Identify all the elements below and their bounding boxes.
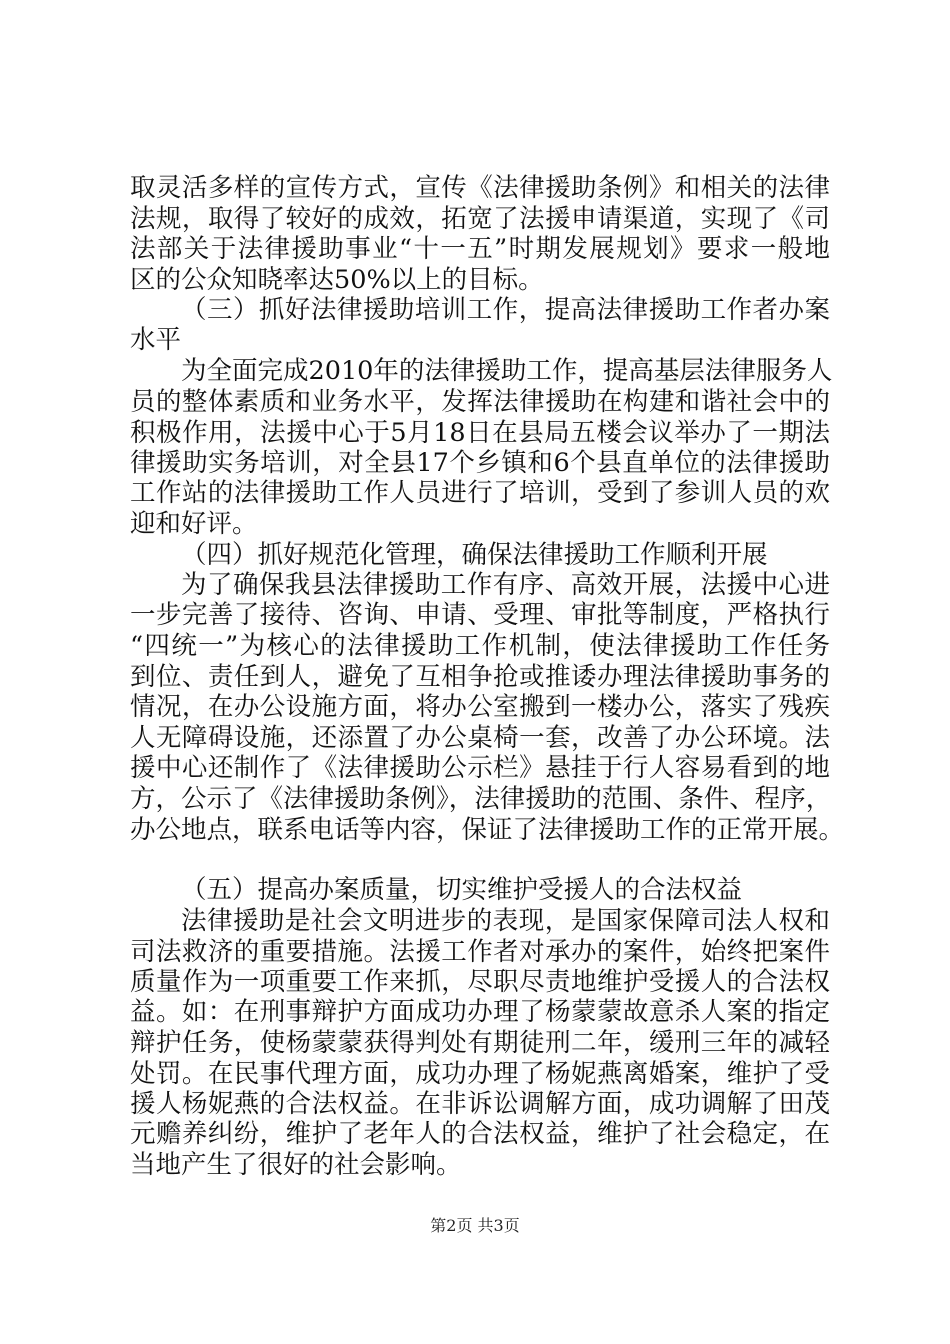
text-line: 辩护任务，使杨蒙蒙获得判处有期徒刑二年，缓刑三年的减轻 [130,1028,830,1058]
text-line: 当地产生了很好的社会影响。 [130,1150,462,1180]
text-line: 益。如：在刑事辩护方面成功办理了杨蒙蒙故意杀人案的指定 [130,997,830,1027]
text-line: 一步完善了接待、咨询、申请、受理、审批等制度，严格执行 [130,600,830,630]
section-heading-3-cont: 水平 [130,325,182,355]
text-line: 办公地点，联系电话等内容，保证了法律援助工作的正常开展。 [130,815,845,845]
text-line: 到位、责任到人，避免了互相争抢或推诿办理法律援助事务的 [130,662,830,692]
text-line: 员的整体素质和业务水平，发挥法律援助在构建和谐社会中的 [130,387,830,417]
text-line: 积极作用，法援中心于5月18日在县局五楼会议举办了一期法 [130,418,830,448]
text-line: 处罚。在民事代理方面，成功办理了杨妮燕离婚案，维护了受 [130,1059,830,1089]
text-line: 人无障碍设施，还添置了办公桌椅一套，改善了办公环境。法 [130,723,830,753]
text-line: 取灵活多样的宣传方式，宣传《法律援助条例》和相关的法律 [130,173,830,203]
text-line: 元赡养纠纷，维护了老年人的合法权益，维护了社会稳定，在 [130,1119,830,1149]
text-line: 情况，在办公设施方面，将办公室搬到一楼办公，落实了残疾 [130,692,830,722]
text-line: 法部关于法律援助事业“十一五”时期发展规划》要求一般地 [130,234,830,264]
text-line: 方，公示了《法律援助条例》，法律援助的范围、条件、程序， [130,784,832,814]
section-heading-4: （四）抓好规范化管理，确保法律援助工作顺利开展 [181,540,768,570]
text-line: 质量作为一项重要工作来抓，尽职尽责地维护受援人的合法权 [130,967,830,997]
text-line: 法律援助是社会文明进步的表现，是国家保障司法人权和 [181,906,830,936]
section-heading-3: （三）抓好法律援助培训工作，提高法律援助工作者办案 [181,295,830,325]
text-line: 司法救济的重要措施。法援工作者对承办的案件，始终把案件 [130,937,830,967]
text-line: 援人杨妮燕的合法权益。在非诉讼调解方面，成功调解了田茂 [130,1089,830,1119]
section-heading-5: （五）提高办案质量，切实维护受援人的合法权益 [181,875,743,905]
text-line: 工作站的法律援助工作人员进行了培训，受到了参训人员的欢 [130,478,830,508]
text-line: “四统一”为核心的法律援助工作机制，使法律援助工作任务 [130,631,830,661]
text-line: 迎和好评。 [130,509,258,539]
text-line: 援中心还制作了《法律援助公示栏》悬挂于行人容易看到的地 [130,753,830,783]
text-line: 法规，取得了较好的成效，拓宽了法援申请渠道，实现了《司 [130,204,830,234]
text-line: 律援助实务培训，对全县17个乡镇和6个县直单位的法律援助 [130,448,830,478]
page-number: 第2页 共3页 [430,1216,520,1235]
text-line: 区的公众知晓率达50%以上的目标。 [130,265,544,295]
text-line: 为了确保我县法律援助工作有序、高效开展，法援中心进 [181,570,830,600]
text-line: 为全面完成2010年的法律援助工作，提高基层法律服务人 [181,356,833,386]
